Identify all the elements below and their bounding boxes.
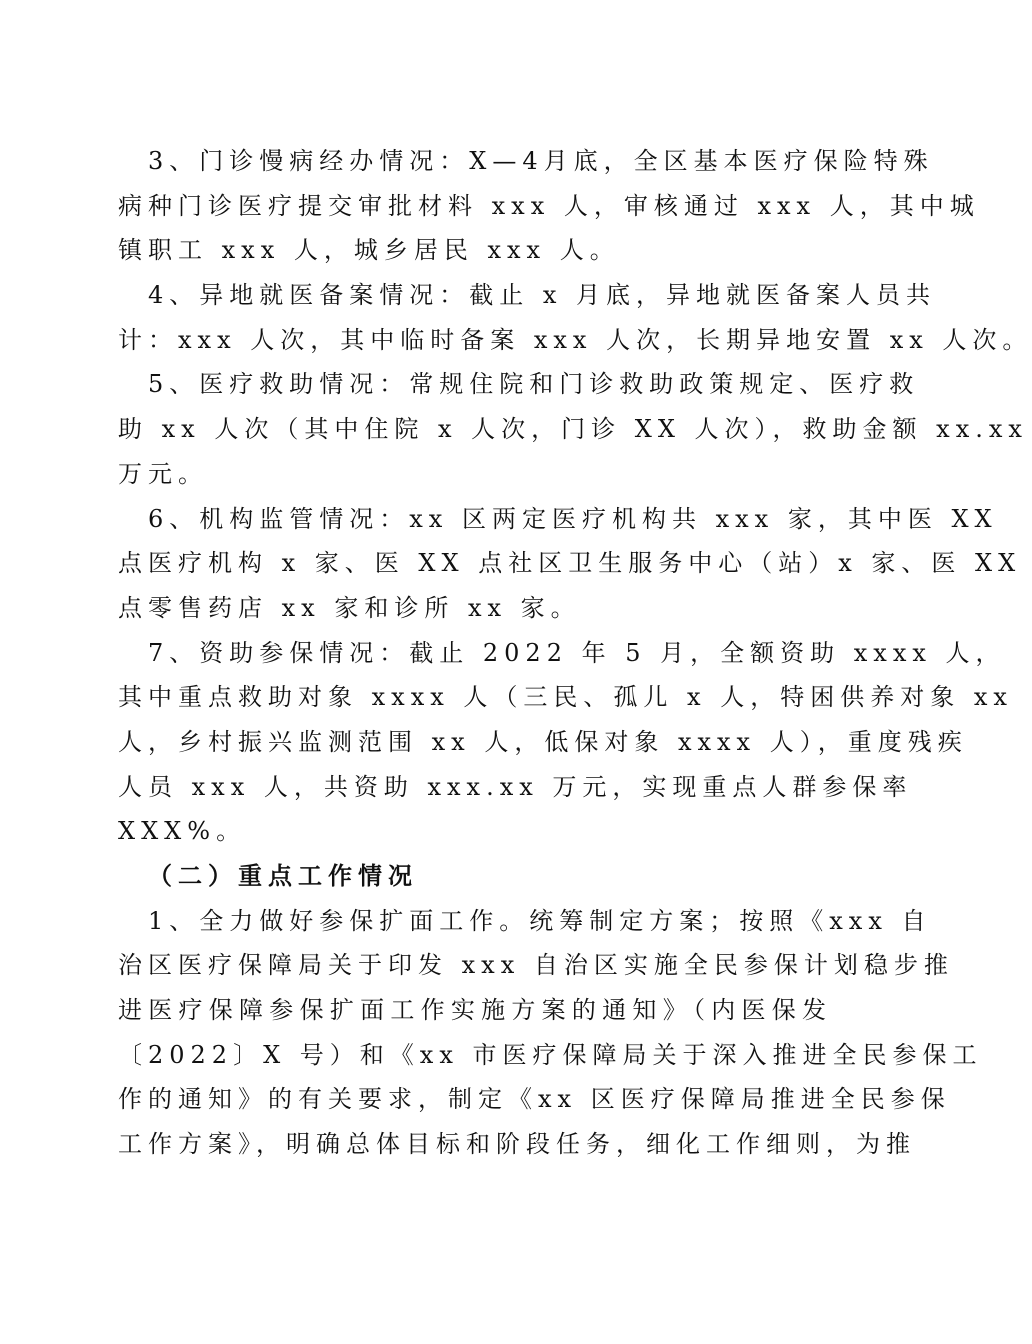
- paragraph-institution-supervision: [118, 497, 1022, 631]
- text-line: 5、医疗救助情况：常规住院和门诊救助政策规定、医疗救: [148, 370, 920, 399]
- text-line: 治区医疗保障局关于印发 xxx 自治区实施全民参保计划稳步推: [118, 951, 954, 980]
- text-line: 工作方案》，明确总体目标和阶段任务，细化工作细则，为推: [118, 1130, 916, 1159]
- paragraph-outpatient-chronic: [118, 139, 980, 273]
- document-page: [118, 139, 1032, 1167]
- paragraph-medical-assistance: [118, 362, 1028, 496]
- text-line: 点零售药店 xx 家和诊所 xx 家。: [118, 593, 581, 622]
- text-line: 3、门诊慢病经办情况：X—4月底，全区基本医疗保险特殊: [148, 147, 934, 175]
- text-line: 病种门诊医疗提交审批材料 xxx 人，审核通过 xxx 人，其中城: [118, 191, 980, 220]
- paragraph-insurance-expansion: [118, 899, 983, 1167]
- text-line: 1、全力做好参保扩面工作。统筹制定方案；按照《xxx 自: [148, 906, 932, 935]
- paragraph-remote-medical-filing: [118, 273, 1032, 362]
- text-line: 作的通知》的有关要求，制定《xx 区医疗保障局推进全民参保: [118, 1085, 951, 1114]
- text-line: XXX%。: [118, 817, 247, 846]
- text-line: 助 xx 人次（其中住院 x 人次，门诊 XX 人次），救助金额 xx.xx: [118, 415, 1028, 444]
- text-line: 计：xxx 人次，其中临时备案 xxx 人次，长期异地安置 xx 人次。: [118, 325, 1032, 354]
- text-line: 6、机构监管情况：xx 区两定医疗机构共 xxx 家，其中医 XX: [148, 504, 998, 533]
- text-line: 进医疗保障参保扩面工作实施方案的通知》（内医保发: [118, 996, 832, 1025]
- text-line: 人，乡村振兴监测范围 xx 人，低保对象 xxxx 人），重度残疾: [118, 727, 968, 756]
- text-line: 人员 xxx 人，共资助 xxx.xx 万元，实现重点人群参保率: [118, 772, 913, 801]
- text-line: 7、资助参保情况：截止 2022 年 5 月，全额资助 xxxx 人，: [148, 638, 1006, 667]
- section-heading: （二）重点工作情况: [148, 861, 418, 890]
- text-line: 镇职工 xxx 人，城乡居民 xxx 人。: [118, 236, 620, 265]
- text-line: 点医疗机构 x 家、医 XX 点社区卫生服务中心（站）x 家、医 XX: [118, 549, 1022, 578]
- text-line: 万元。: [118, 459, 208, 488]
- paragraph-funded-insurance: [118, 631, 1013, 854]
- text-line: 〔2022〕X 号）和《xx 市医疗保障局关于深入推进全民参保工: [118, 1040, 983, 1069]
- text-line: 其中重点救助对象 xxxx 人（三民、孤儿 x 人，特困供养对象 xx: [118, 683, 1013, 712]
- text-line: 4、异地就医备案情况：截止 x 月底，异地就医备案人员共: [148, 281, 937, 310]
